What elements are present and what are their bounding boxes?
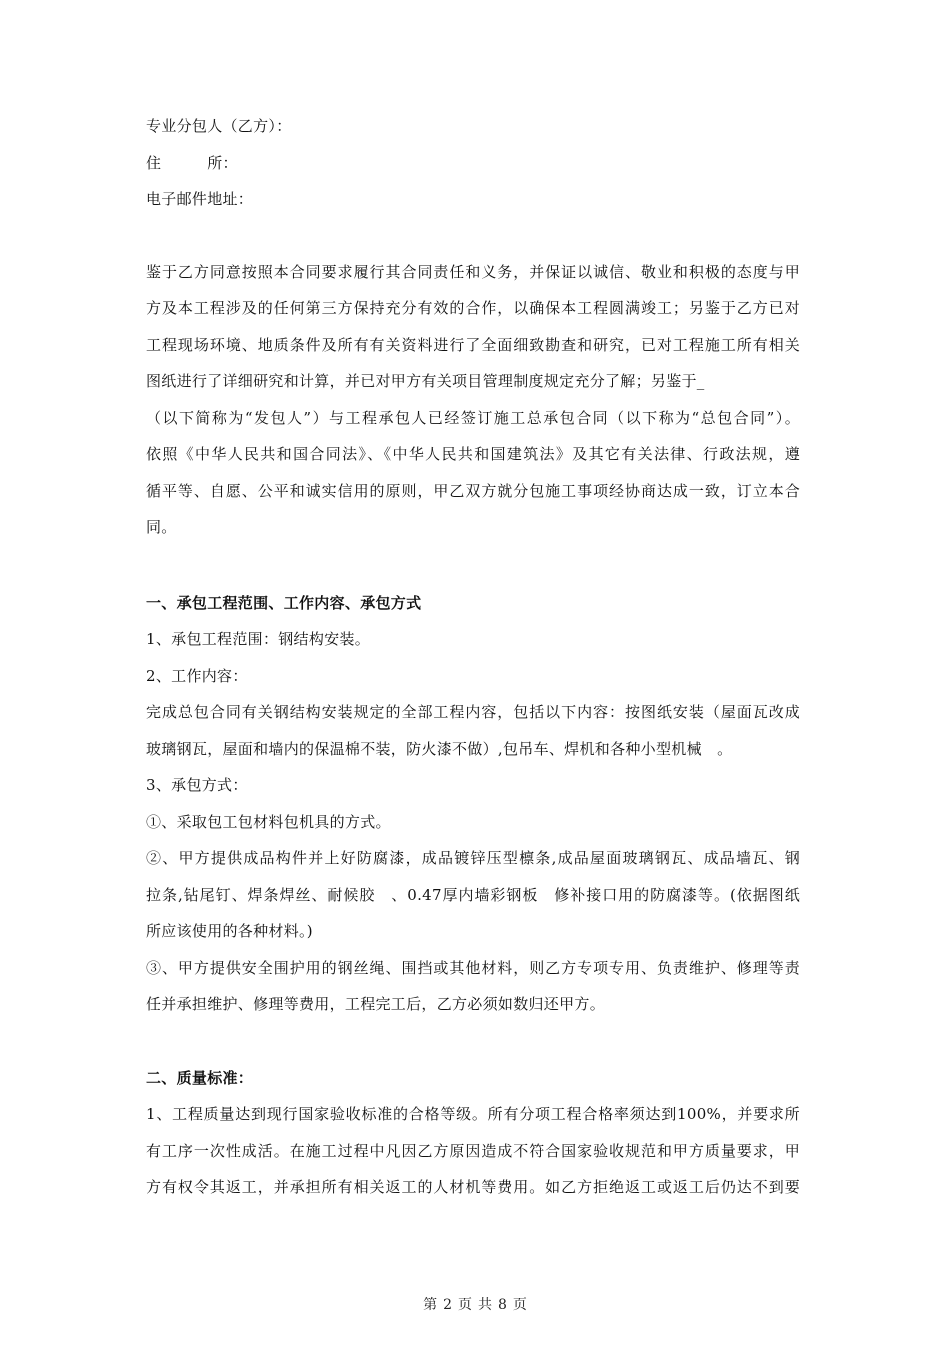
- preamble-line: 工程现场环境、地质条件及所有有关资料进行了全面细致勘查和研究，已对工程施工所有相关: [146, 336, 800, 354]
- section-1-line: 完成总包合同有关钢结构安装规定的全部工程内容，包括以下内容：按图纸安装（屋面瓦改成: [146, 703, 800, 721]
- section-1-line: 1、承包工程范围：钢结构安装。: [146, 630, 371, 648]
- preamble-line: （以下简称为“发包人”）与工程承包人已经签订施工总承包合同（以下称为“总包合同”）。: [146, 409, 800, 427]
- preamble-line: 同。: [146, 518, 177, 536]
- page-unit: 页: [458, 1297, 472, 1313]
- section-2-title: 二、质量标准：: [146, 1069, 254, 1087]
- section-2-line: 有工序一次性成活。在施工过程中凡因乙方原因造成不符合国家验收规范和甲方质量要求，甲: [146, 1142, 800, 1160]
- total-unit: 页: [512, 1297, 527, 1313]
- address-label: 住 所：: [146, 154, 238, 172]
- section-1-line: ①、采取包工包材料包机具的方式。: [146, 813, 391, 831]
- preamble-line: 循平等、自愿、公平和诚实信用的原则，甲乙双方就分包施工事项经协商达成一致，订立本合: [146, 482, 800, 500]
- current-page-number: 2: [443, 1297, 452, 1313]
- section-1-line: 所应该使用的各种材料。): [146, 922, 313, 940]
- total-word: 共: [478, 1297, 492, 1313]
- section-2-line: 方有权令其返工，并承担所有相关返工的人材机等费用。如乙方拒绝返工或返工后仍达不到要: [146, 1178, 800, 1196]
- section-1-line: 拉条,钻尾钉、焊条焊丝、耐候胶 、0.47厚内墙彩钢板 修补接口用的防腐漆等。(依据图纸: [146, 886, 800, 904]
- preamble-line: 依照《中华人民共和国合同法》、《中华人民共和国建筑法》及其它有关法律、行政法规，遵: [146, 445, 800, 463]
- party-b-label: 专业分包人（乙方）：: [146, 117, 292, 135]
- preamble-line: 鉴于乙方同意按照本合同要求履行其合同责任和义务，并保证以诚信、敬业和积极的态度与甲: [146, 263, 800, 281]
- section-1-line: ③、甲方提供安全围护用的钢丝绳、围挡或其他材料，则乙方专项专用、负责维护、修理等责: [146, 959, 800, 977]
- total-pages-number: 8: [498, 1297, 507, 1313]
- section-1-line: 3、承包方式：: [146, 776, 248, 794]
- section-1-line: 2、工作内容：: [146, 667, 248, 685]
- section-1-line: ②、甲方提供成品构件并上好防腐漆，成品镀锌压型檩条,成品屋面玻璃钢瓦、成品墙瓦、钢: [146, 849, 800, 867]
- preamble-line: 方及本工程涉及的任何第三方保持充分有效的合作，以确保本工程圆满竣工；另鉴于乙方已对: [146, 299, 800, 317]
- page-word: 第: [423, 1297, 438, 1313]
- section-1-line: 玻璃钢瓦，屋面和墙内的保温棉不装，防火漆不做）,包吊车、焊机和各种小型机械 。: [146, 740, 733, 758]
- section-1-line: 任并承担维护、修理等费用，工程完工后，乙方必须如数归还甲方。: [146, 995, 606, 1013]
- preamble-line: 图纸进行了详细研究和计算，并已对甲方有关项目管理制度规定充分了解；另鉴于_: [146, 372, 705, 390]
- section-1-title: 一、承包工程范围、工作内容、承包方式: [146, 594, 422, 612]
- page-footer: [0, 1296, 950, 1314]
- email-label: 电子邮件地址：: [146, 190, 254, 208]
- section-2-line: 1、工程质量达到现行国家验收标准的合格等级。所有分项工程合格率须达到100%，并要求所: [146, 1105, 800, 1123]
